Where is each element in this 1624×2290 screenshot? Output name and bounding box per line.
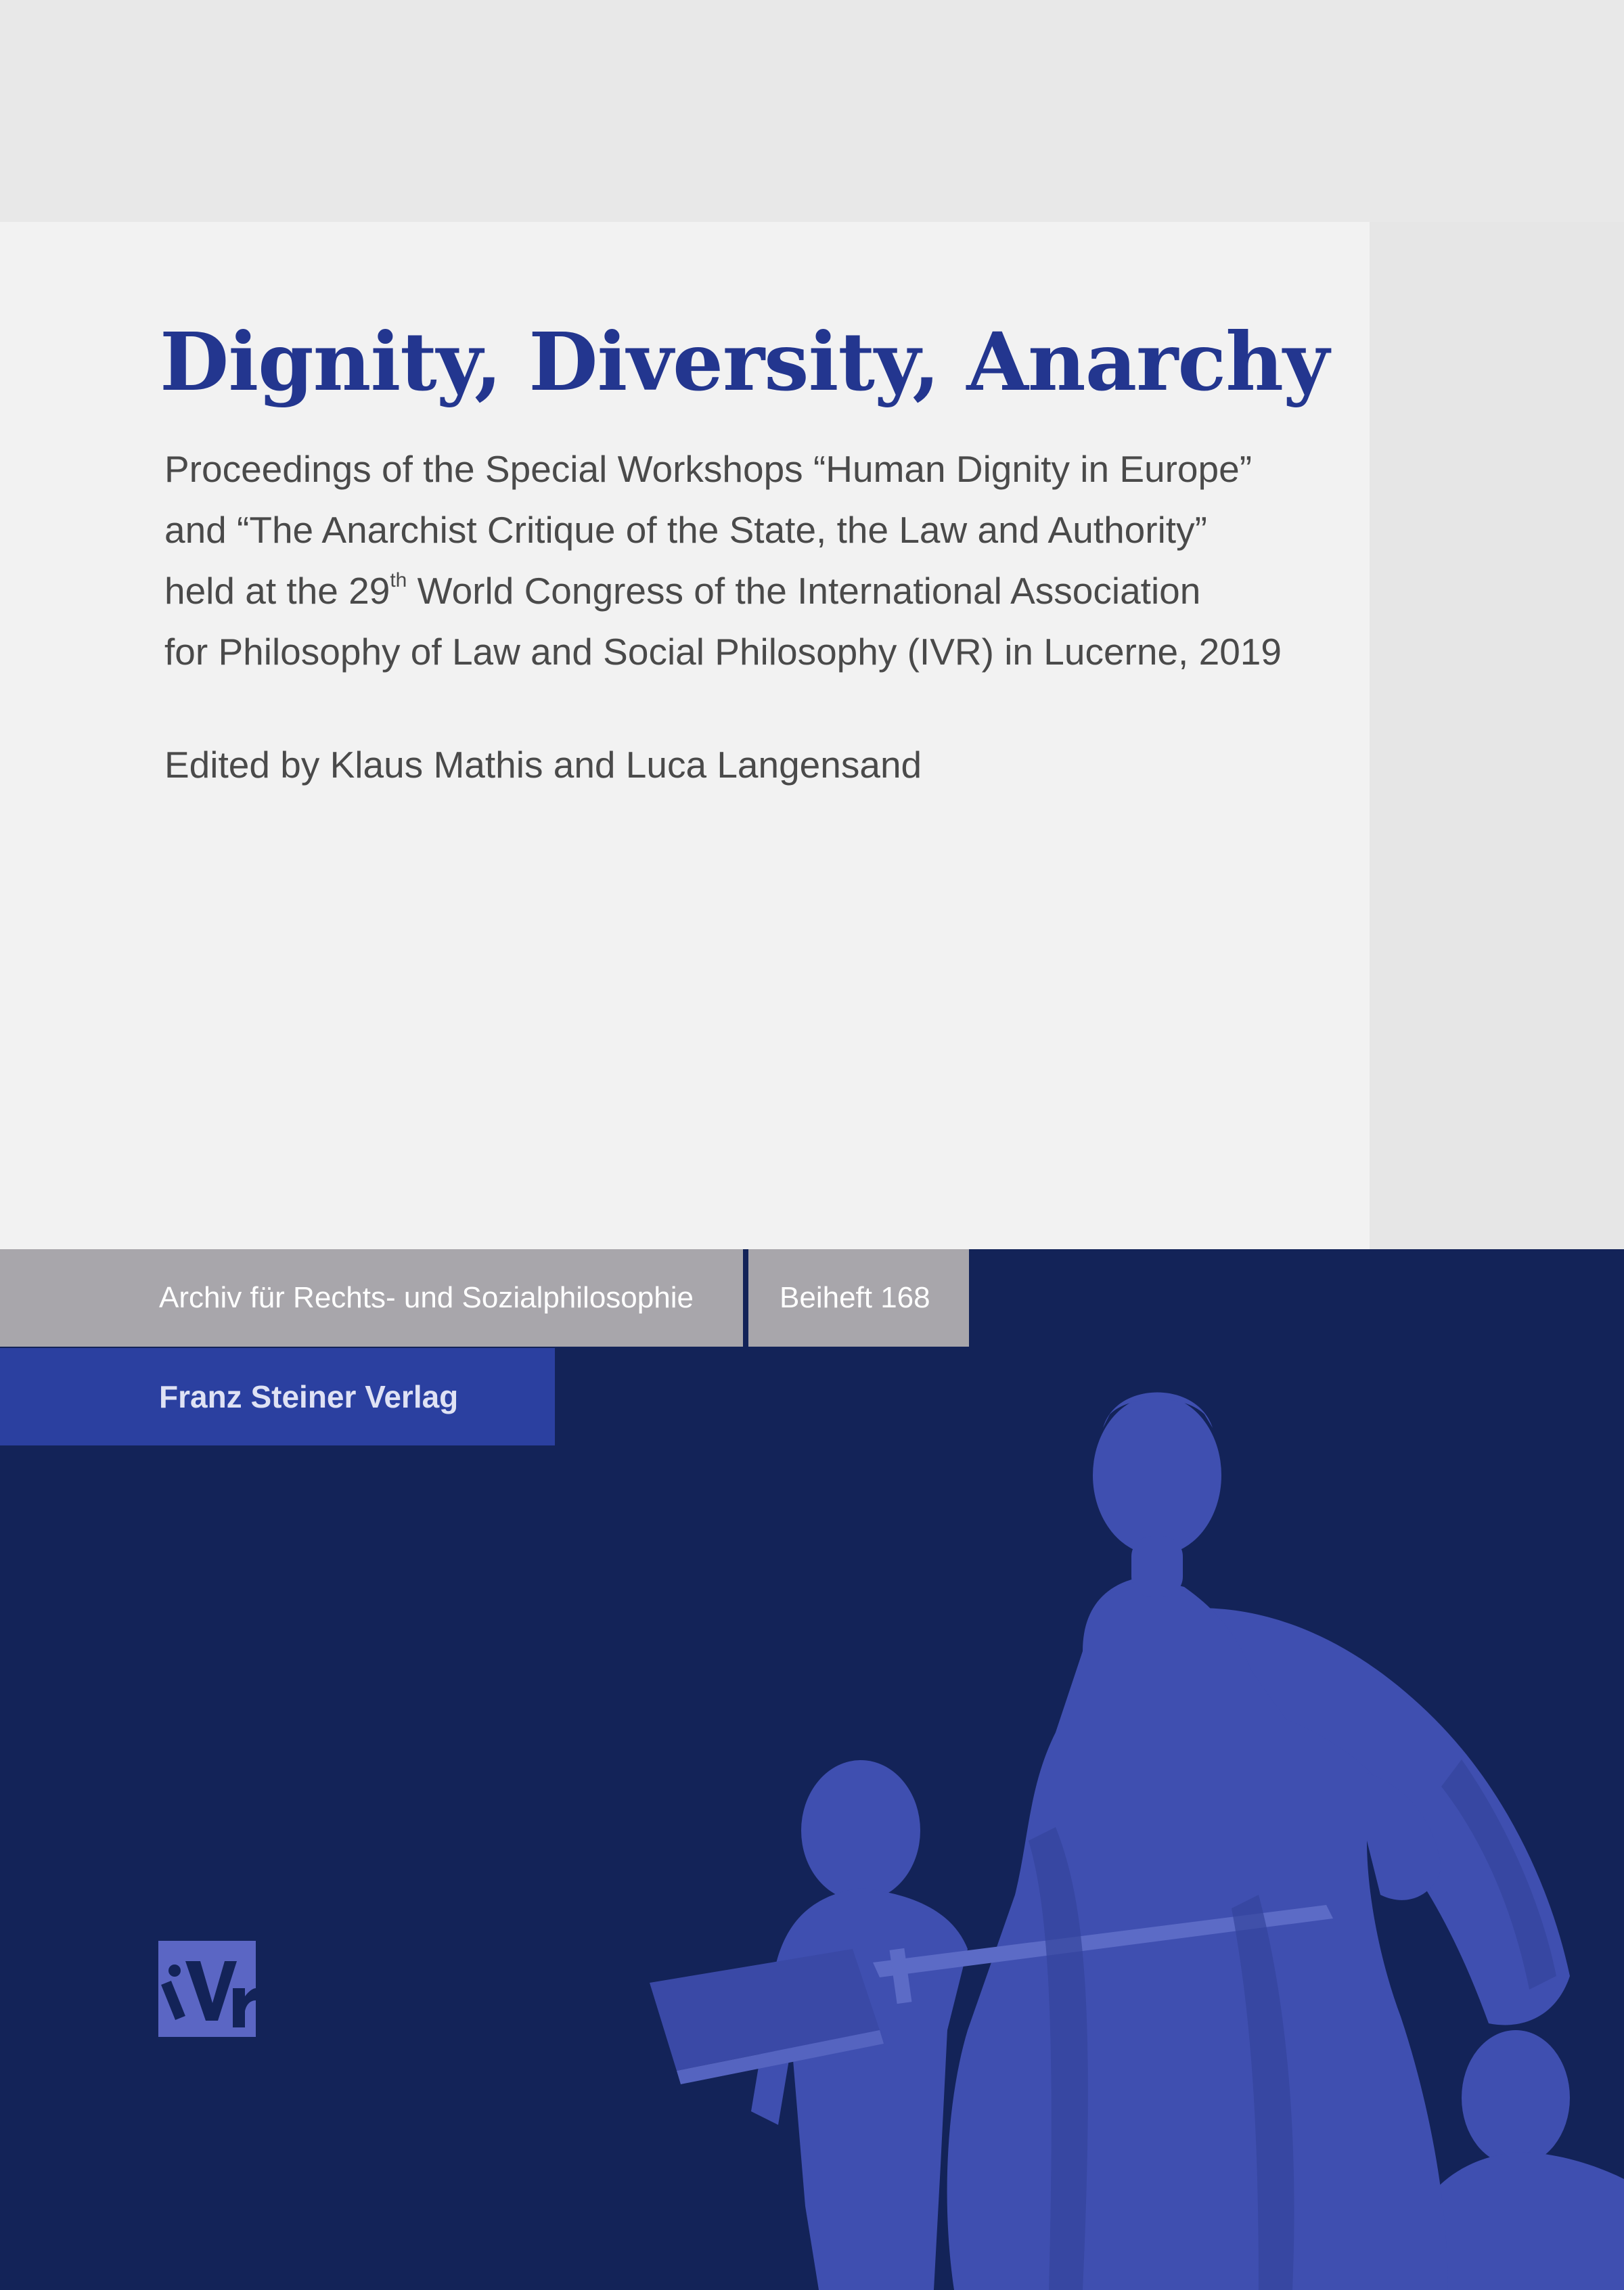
book-title: Dignity, Diversity, Anarchy: [160, 315, 1329, 409]
ordinal-suffix: th: [390, 568, 407, 591]
right-side-strip: [1370, 222, 1624, 1249]
subtitle-line-2: and “The Anarchist Critique of the State, the Law and Authority”: [164, 509, 1207, 551]
publisher-name: Franz Steiner Verlag: [159, 1379, 459, 1414]
top-margin-band: [0, 0, 1624, 222]
subtitle-line-4: for Philosophy of Law and Social Philosophy (IVR) in Lucerne, 2019: [164, 631, 1282, 673]
subtitle-line-1: Proceedings of the Special Workshops “Human Dignity in Europe”: [164, 448, 1253, 490]
subtitle-line-3-start: held at the 29: [164, 570, 390, 612]
series-volume: Beiheft 168: [780, 1281, 930, 1314]
series-name: Archiv für Rechts- und Sozialphilosophie: [159, 1281, 694, 1314]
editors-line: Edited by Klaus Mathis and Luca Langensand: [164, 744, 922, 786]
ivr-logo-icon: [158, 1941, 256, 2037]
book-subtitle: [164, 439, 1282, 682]
subtitle-line-3-end: World Congress of the International Association: [407, 570, 1201, 612]
statue-justitia-icon: [650, 1353, 1624, 2290]
